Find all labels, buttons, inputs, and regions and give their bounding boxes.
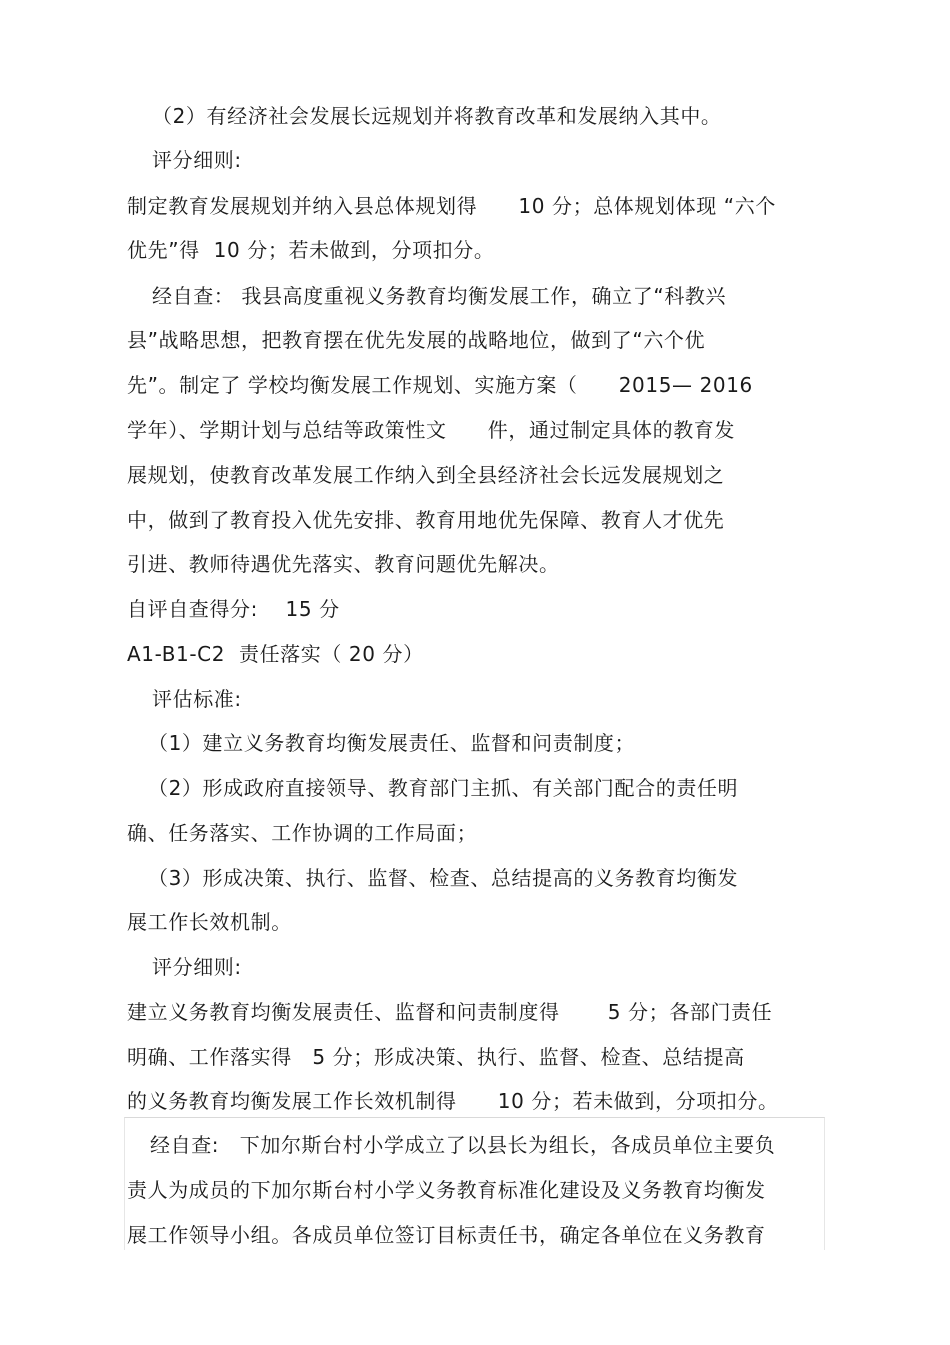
self-check-paragraph: 县”战略思想，把教育摆在优先发展的战略地位，做到了“六个优 <box>127 328 706 352</box>
scoring-rules-heading: 评分细则: <box>152 148 242 172</box>
scoring-rule-text: 制定教育发展规划并纳入县总体规划得 10 分；总体规划体现 “六个 <box>127 194 776 218</box>
criterion-item-3: （3）形成决策、执行、监督、检查、总结提高的义务教育均衡发 <box>148 866 739 890</box>
self-check-paragraph: 学年）、学期计划与总结等政策性文 件，通过制定具体的教育发 <box>127 418 735 442</box>
criterion-item-3: 展工作长效机制。 <box>127 910 292 934</box>
section-heading: A1-B1-C2 责任落实（ 20 分） <box>127 642 424 666</box>
criterion-item-2: （2）形成政府直接领导、教育部门主抓、有关部门配合的责任明 <box>148 776 739 800</box>
scoring-rule-text: 优先”得 10 分；若未做到，分项扣分。 <box>127 238 495 262</box>
evaluation-standard-heading: 评估标准: <box>152 687 242 711</box>
scoring-rule-text: 的义务教育均衡发展工作长效机制得 10 分；若未做到，分项扣分。 <box>127 1089 779 1113</box>
self-check-paragraph: 引进、教师待遇优先落实、教育问题优先解决。 <box>127 552 560 576</box>
scoring-rules-heading: 评分细则: <box>152 955 242 979</box>
criterion-item-1: （1）建立义务教育均衡发展责任、监督和问责制度； <box>148 731 636 755</box>
scoring-rule-text: 明确、工作落实得 5 分；形成决策、执行、监督、检查、总结提高 <box>127 1045 745 1069</box>
self-check-paragraph: 责人为成员的下加尔斯台村小学义务教育标准化建设及义务教育均衡发 <box>127 1178 766 1202</box>
self-check-paragraph: 展工作领导小组。各成员单位签订目标责任书，确定各单位在义务教育 <box>127 1223 766 1247</box>
criterion-item-2: （2）有经济社会发展长远规划并将教育改革和发展纳入其中。 <box>152 104 722 128</box>
criterion-item-2: 确、任务落实、工作协调的工作局面； <box>127 821 478 845</box>
self-check-paragraph: 经自查： 我县高度重视义务教育均衡发展工作，确立了“科教兴 <box>152 284 727 308</box>
self-check-paragraph: 展规划，使教育改革发展工作纳入到全县经济社会长远发展规划之 <box>127 463 725 487</box>
self-score: 自评自查得分: 15 分 <box>127 597 340 621</box>
self-check-paragraph: 中，做到了教育投入优先安排、教育用地优先保障、教育人才优先 <box>127 508 725 532</box>
self-check-paragraph: 经自查: 下加尔斯台村小学成立了以县长为组长，各成员单位主要负 <box>150 1133 776 1157</box>
self-check-paragraph: 先”。制定了 学校均衡发展工作规划、实施方案（ 2015— 2016 <box>127 373 753 397</box>
scoring-rule-text: 建立义务教育均衡发展责任、监督和问责制度得 5 分；各部门责任 <box>127 1000 773 1024</box>
